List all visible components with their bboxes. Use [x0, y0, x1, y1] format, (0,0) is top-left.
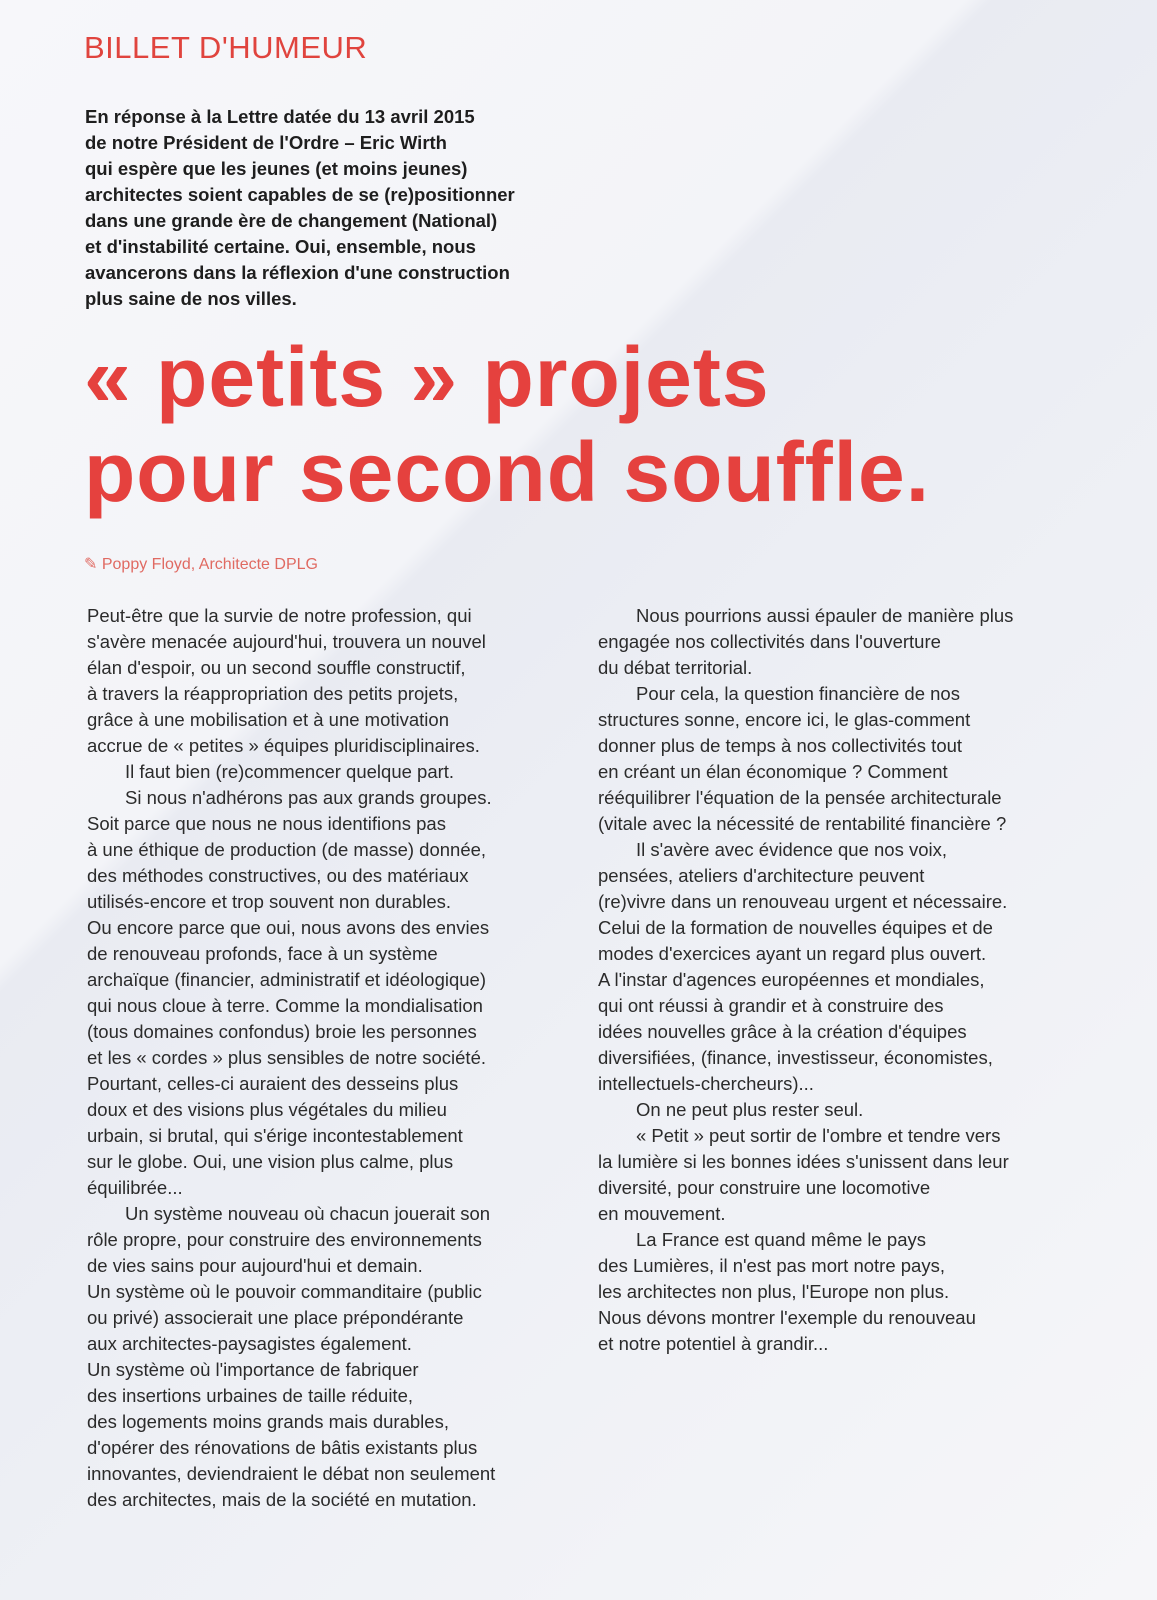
- text-line: Pour cela, la question financière de nos: [636, 683, 960, 704]
- text-line: engagée nos collectivités dans l'ouverture: [598, 631, 941, 652]
- text-line: diversité, pour construire une locomotive: [598, 1177, 931, 1198]
- text-line: accrue de « petites » équipes pluridisciplinaires.: [87, 735, 480, 756]
- text-line: Nous dévons montrer l'exemple du renouveau: [598, 1307, 976, 1328]
- text-line: et notre potentiel à grandir...: [598, 1333, 829, 1354]
- text-line: qui nous cloue à terre. Comme la mondialisation: [87, 995, 483, 1016]
- author-byline: [84, 554, 318, 574]
- text-line: de renouveau profonds, face à un système: [87, 943, 438, 964]
- text-line: « Petit » peut sortir de l'ombre et tendre vers: [636, 1125, 1001, 1146]
- text-line: Celui de la formation de nouvelles équipes et de: [598, 917, 993, 938]
- text-line: pensées, ateliers d'architecture peuvent: [598, 865, 925, 886]
- text-line: ou privé) associerait une place prépondérante: [87, 1307, 464, 1328]
- intro-line: dans une grande ère de changement (National): [85, 210, 498, 231]
- intro-line: avancerons dans la réflexion d'une construction: [85, 262, 510, 283]
- text-line: la lumière si les bonnes idées s'unissent dans leur: [598, 1151, 1009, 1172]
- section-kicker: BILLET D'HUMEUR: [84, 30, 368, 65]
- text-line: Pourtant, celles-ci auraient des desseins plus: [87, 1073, 459, 1094]
- text-line: Un système où l'importance de fabriquer: [87, 1359, 419, 1380]
- text-line: La France est quand même le pays: [636, 1229, 926, 1250]
- text-line: (vitale avec la nécessité de rentabilité financière ?: [598, 813, 1007, 834]
- text-line: en créant un élan économique ? Comment: [598, 761, 948, 782]
- text-line: innovantes, deviendraient le débat non seulement: [87, 1463, 496, 1484]
- text-line: grâce à une mobilisation et à une motivation: [87, 709, 449, 730]
- author-name: Poppy Floyd, Architecte DPLG: [101, 556, 318, 573]
- right-column: [598, 603, 1013, 1357]
- text-line: en mouvement.: [598, 1203, 726, 1224]
- text-line: (tous domaines confondus) broie les personnes: [87, 1021, 477, 1042]
- text-line: à travers la réappropriation des petits projets,: [87, 683, 459, 704]
- text-line: et les « cordes » plus sensibles de notre société.: [87, 1047, 487, 1068]
- text-line: donner plus de temps à nos collectivités tout: [598, 735, 963, 756]
- text-line: aux architectes-paysagistes également.: [87, 1333, 412, 1354]
- text-line: Peut-être que la survie de notre profession, qui: [87, 605, 472, 626]
- text-line: diversifiées, (finance, investisseur, économistes,: [598, 1047, 993, 1068]
- text-line: urbain, si brutal, qui s'érige incontestablement: [87, 1125, 463, 1146]
- text-line: Il s'avère avec évidence que nos voix,: [636, 839, 948, 860]
- text-line: des Lumières, il n'est pas mort notre pays,: [598, 1255, 945, 1276]
- text-line: (re)vivre dans un renouveau urgent et nécessaire.: [598, 891, 1008, 912]
- text-line: des logements moins grands mais durables,: [87, 1411, 449, 1432]
- text-line: des insertions urbaines de taille réduite,: [87, 1385, 413, 1406]
- text-line: Soit parce que nous ne nous identifions pas: [87, 813, 446, 834]
- text-line: équilibrée...: [87, 1177, 183, 1198]
- text-line: de vies sains pour aujourd'hui et demain.: [87, 1255, 423, 1276]
- left-column: [87, 603, 495, 1513]
- intro-line: plus saine de nos villes.: [85, 288, 297, 309]
- text-line: rééquilibrer l'équation de la pensée architecturale: [598, 787, 1002, 808]
- title-line-1: « petits » projets: [84, 330, 770, 424]
- text-line: A l'instar d'agences européennes et mondiales,: [598, 969, 985, 990]
- text-line: qui ont réussi à grandir et à construire des: [598, 995, 944, 1016]
- text-line: s'avère menacée aujourd'hui, trouvera un nouvel: [87, 631, 486, 652]
- text-line: du débat territorial.: [598, 657, 753, 678]
- text-line: Nous pourrions aussi épauler de manière plus: [636, 605, 1014, 626]
- text-line: les architectes non plus, l'Europe non plus.: [598, 1281, 950, 1302]
- text-line: idées nouvelles grâce à la création d'équipes: [598, 1021, 967, 1042]
- text-line: des architectes, mais de la société en mutation.: [87, 1489, 477, 1510]
- text-line: Un système nouveau où chacun jouerait son: [125, 1203, 491, 1224]
- text-line: Ou encore parce que oui, nous avons des envies: [87, 917, 490, 938]
- text-line: intellectuels-chercheurs)...: [598, 1073, 814, 1094]
- text-line: structures sonne, encore ici, le glas-comment: [598, 709, 971, 730]
- intro-line: architectes soient capables de se (re)positionner: [85, 184, 515, 205]
- title-line-2: pour second souffle.: [84, 425, 931, 519]
- text-line: des méthodes constructives, ou des matériaux: [87, 865, 469, 886]
- text-line: doux et des visions plus végétales du milieu: [87, 1099, 447, 1120]
- text-line: sur le globe. Oui, une vision plus calme, plus: [87, 1151, 454, 1172]
- intro-line: En réponse à la Lettre datée du 13 avril 2015: [85, 106, 475, 127]
- text-line: utilisés-encore et trop souvent non durables.: [87, 891, 452, 912]
- intro-paragraph: [85, 104, 515, 312]
- text-line: d'opérer des rénovations de bâtis existants plus: [87, 1437, 478, 1458]
- text-line: élan d'espoir, ou un second souffle constructif,: [87, 657, 466, 678]
- text-line: à une éthique de production (de masse) donnée,: [87, 839, 487, 860]
- text-line: Il faut bien (re)commencer quelque part.: [125, 761, 455, 782]
- intro-line: qui espère que les jeunes (et moins jeunes): [85, 158, 468, 179]
- article-title: [84, 330, 930, 520]
- text-line: On ne peut plus rester seul.: [636, 1099, 864, 1120]
- text-line: Un système où le pouvoir commanditaire (public: [87, 1281, 482, 1302]
- intro-line: de notre Président de l'Ordre – Eric Wirth: [85, 132, 447, 153]
- text-line: Si nous n'adhérons pas aux grands groupes.: [125, 787, 492, 808]
- pencil-icon: ✎: [84, 556, 98, 573]
- text-line: archaïque (financier, administratif et idéologique): [87, 969, 487, 990]
- intro-line: et d'instabilité certaine. Oui, ensemble, nous: [85, 236, 476, 257]
- text-line: modes d'exercices ayant un regard plus ouvert.: [598, 943, 987, 964]
- text-line: rôle propre, pour construire des environnements: [87, 1229, 482, 1250]
